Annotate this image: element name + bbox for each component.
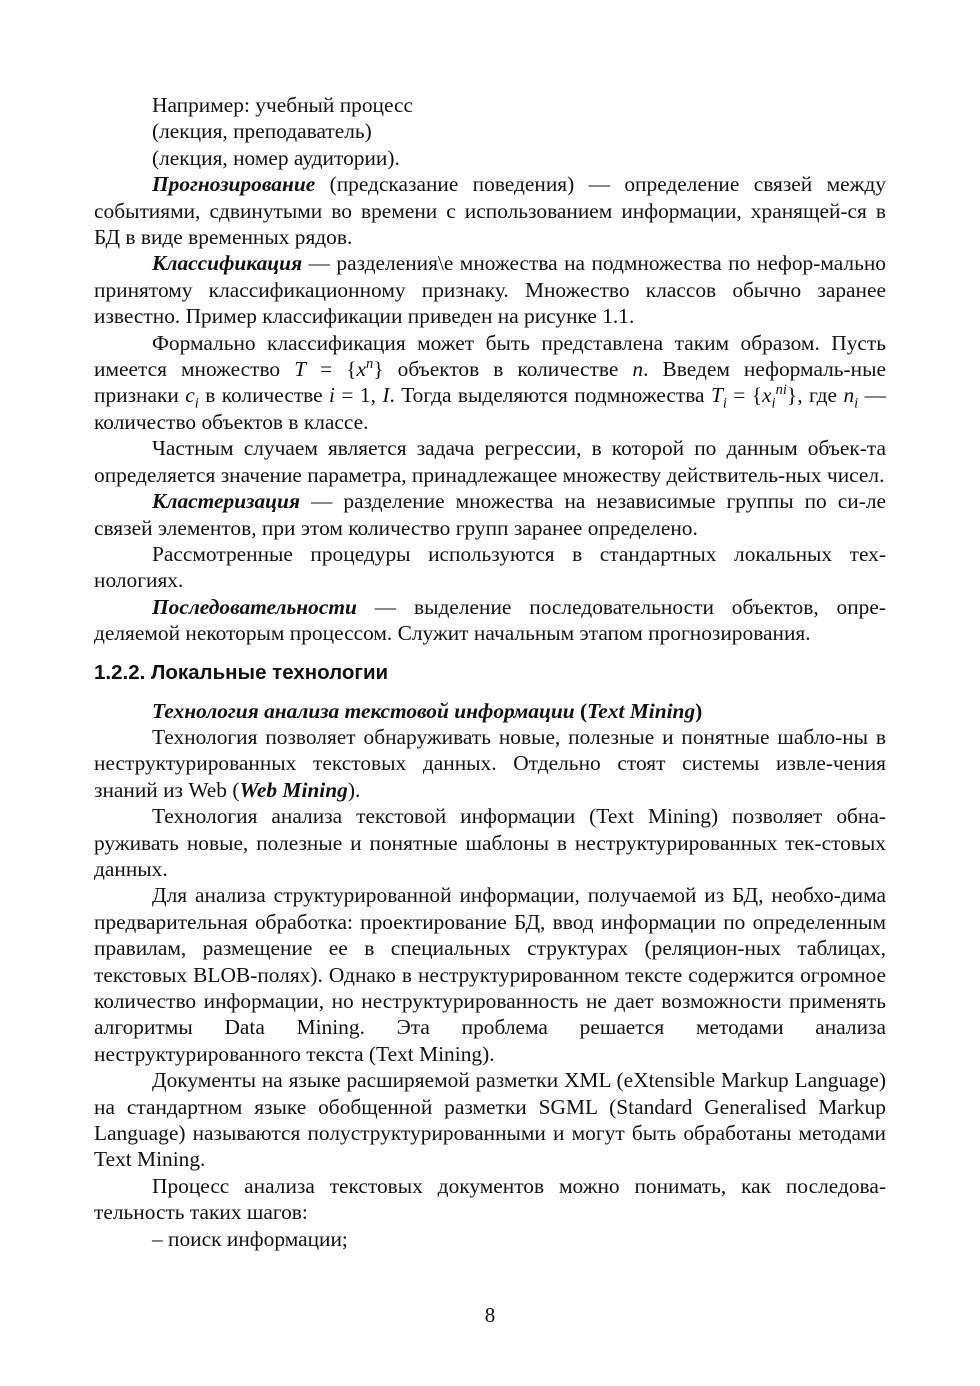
list-item: – поиск информации;	[152, 1226, 348, 1251]
paragraph-clustering: Кластеризация — разделение множества на независимые группы по си-ле связей элементов, при этом количество групп заранее определено.	[94, 489, 886, 540]
example-line-3: (лекция, номер аудитории).	[152, 145, 400, 170]
example-line-1: Например: учебный процесс	[152, 93, 414, 117]
subheading-text-mining: Технология анализа текстовой информации (Text Mining)	[152, 698, 703, 723]
paragraph-forecast: Прогнозирование (предсказание поведения) — определение связей между событиями, сдвинутыми во времени с использованием информации, хранящей-ся в БД в виде временных рядов.	[94, 172, 886, 250]
paragraph-tm-5: Процесс анализа текстовых документов можно понимать, как последова-тельность таких шагов:	[94, 1173, 886, 1225]
page-body	[94, 92, 886, 1252]
page-number: 8	[484, 1303, 496, 1327]
paragraph-tm-1: Технология позволяет обнаруживать новые, полезные и понятные шабло-ны в неструктурированных текстовых данных. Отдельно стоят системы извле-чения знаний из Web (Web Mining).	[94, 724, 886, 802]
term-classification: Классификация	[152, 251, 303, 276]
paragraph-tm-3: Для анализа структурированной информации, получаемой из БД, необхо-дима предварительная обработка: проектирование БД, ввод информации по определенным правилам, размещение ее в специальных структурах (реляцион-ных таблицах, текстовых BLOB-полях). Однако в неструктурированном тексте содержится огромное количество информации, но неструктурированность не дает возможности применять алгоритмы Data Mining. Эта проблема решается методами анализа неструктурированного текста (Text Mining).	[94, 883, 886, 1066]
paragraph-formal: Формально классификация может быть представлена таким образом. Пусть имеется множество $T = \{x^n\}$ объектов в количестве n. Введем неформаль-ные признаки $c_i$ в количестве i = 1, I. Тогда выделяются подмножества $T_i = \{x_i^{ni}\}$, где $n_i$ — количество объектов в классе.	[94, 330, 887, 434]
paragraph-regression: Частным случаем является задача регрессии, в которой по данным объек-та определяется значение параметра, принадлежащее множеству действитель-ных чисел.	[94, 436, 886, 487]
example-line-2: (лекция, преподаватель)	[152, 119, 372, 144]
paragraph-tm-2: Технология анализа текстовой информации (Text Mining) позволяет обна-руживать новые, полезные и понятные шаблоны в неструктурированных тек-стовых данных.	[94, 804, 886, 881]
term-clustering: Кластеризация	[152, 489, 300, 514]
paragraph-tm-4: Документы на языке расширяемой разметки XML (eXtensible Markup Language) на стандартном языке обобщенной разметки SGML (Standard Generalised Markup Language) называются полуструктурированными и могут быть обработаны методами Text Mining.	[94, 1068, 886, 1172]
paragraph-sequences: Последовательности — выделение последовательности объектов, опре-деляемой некоторым процессом. Служит начальным этапом прогнозирования.	[94, 594, 886, 646]
term-web-mining: Web Mining	[239, 777, 348, 802]
term-sequences: Последовательности	[152, 594, 357, 619]
paragraph-procedures: Рассмотренные процедуры используются в стандартных локальных тех-нологиях.	[94, 541, 886, 593]
paragraph-classification: Классификация — разделения\е множества на подмножества по нефор-мально принятому классификационному признаку. Множество классов обычно заранее известно. Пример классификации приведен на рисунке 1.1.	[94, 251, 886, 329]
term-forecast: Прогнозирование	[152, 172, 316, 197]
section-heading: 1.2.2. Локальные технологии	[94, 660, 389, 684]
